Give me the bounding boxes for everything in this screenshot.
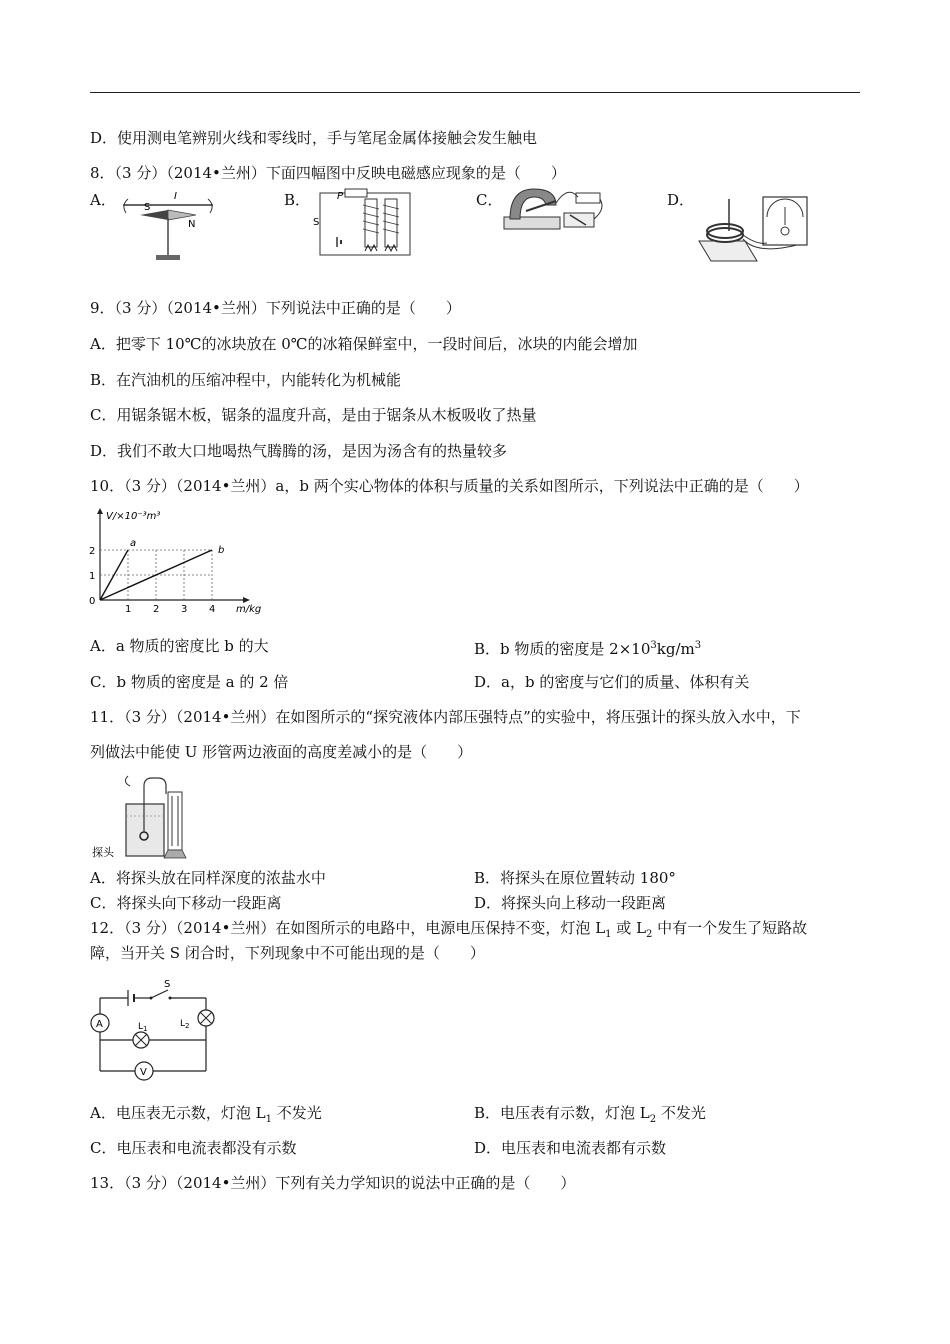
current-label: I bbox=[174, 191, 177, 202]
x-axis-arrow bbox=[243, 597, 250, 603]
y-tick-2: 2 bbox=[89, 546, 96, 557]
x-tick-4: 4 bbox=[209, 604, 216, 615]
q9-stem: 9．（3 分）（2014•兰州）下列说法中正确的是（ ） bbox=[90, 299, 461, 317]
q10-option-b: B．b 物质的密度是 $2\times 10^3kg/m^3$ bbox=[474, 640, 702, 658]
slider-label: P bbox=[337, 191, 344, 202]
ammeter-label: A bbox=[96, 1019, 103, 1030]
q13-stem: 13．（3 分）（2014•兰州）下列有关力学知识的说法中正确的是（ ） bbox=[90, 1174, 576, 1192]
q8-figure-d-galvanometer bbox=[697, 185, 817, 267]
q7-option-d: D．使用测电笔辨别火线和零线时，手与笔尾金属体接触会发生触电 bbox=[90, 129, 538, 147]
q10-stem: 10．（3 分）（2014•兰州）a，b 两个实心物体的体积与质量的关系如图所示，下列说法中正确的是（ ） bbox=[90, 477, 809, 495]
q11-pressure-gauge-figure bbox=[92, 772, 202, 864]
q12-stem-line1: 12．（3 分）（2014•兰州）在如图所示的电路中，电源电压保持不变，灯泡 $L_1$ 或 $L_2$ 中有一个发生了短路故 bbox=[90, 919, 808, 940]
q12-option-d: D．电压表和电流表都有示数 bbox=[474, 1139, 667, 1157]
line-b-label: b bbox=[218, 545, 225, 556]
south-pole-label: S bbox=[144, 202, 151, 213]
y-axis-arrow bbox=[97, 508, 103, 514]
q9-option-b: B．在汽油机的压缩冲程中，内能转化为机械能 bbox=[90, 371, 402, 389]
q11-option-d: D．将探头向上移动一段距离 bbox=[474, 894, 667, 912]
q11-stem-line1: 11．（3 分）（2014•兰州）在如图所示的“探究液体内部压强特点”的实验中，将压强计的探头放入水中，下 bbox=[90, 708, 801, 726]
voltmeter-label: V bbox=[140, 1067, 147, 1078]
q8-label-c: C． bbox=[476, 191, 503, 209]
north-pole-label: N bbox=[188, 219, 196, 230]
q11-option-b: B．将探头在原位置转动 180° bbox=[474, 869, 676, 887]
q8-label-a: A． bbox=[90, 191, 116, 209]
line-a-label: a bbox=[130, 538, 137, 549]
x-tick-1: 1 bbox=[125, 604, 132, 615]
q10-option-a: A．a 物质的密度比 b 的大 bbox=[90, 637, 269, 655]
switch-s-label: S bbox=[164, 979, 171, 990]
header-rule bbox=[90, 92, 860, 93]
switch-label: S bbox=[313, 217, 320, 228]
q8-label-b: B． bbox=[284, 191, 311, 209]
q10-option-d: D．a，b 的密度与它们的质量、体积有关 bbox=[474, 673, 750, 691]
q8-figure-a-compass bbox=[118, 185, 218, 265]
lamp-l1-label: $L_1$ bbox=[138, 1022, 148, 1033]
origin-label: 0 bbox=[89, 596, 96, 607]
q11-option-a: A．将探头放在同样深度的浓盐水中 bbox=[90, 869, 326, 887]
q11-option-c: C．将探头向下移动一段距离 bbox=[90, 894, 282, 912]
q9-option-d: D．我们不敢大口地喝热气腾腾的汤，是因为汤含有的热量较多 bbox=[90, 442, 508, 460]
y-axis-label: V/×10⁻³m³ bbox=[106, 511, 161, 522]
q12-stem-line2: 障，当开关 S 闭合时，下列现象中不可能出现的是（ ） bbox=[90, 944, 485, 962]
q11-stem-line2: 列做法中能使 U 形管两边液面的高度差减小的是（ ） bbox=[90, 743, 473, 761]
y-tick-1: 1 bbox=[89, 571, 96, 582]
q9-option-a: A．把零下 10℃的冰块放在 0℃的冰箱保鲜室中，一段时间后，冰块的内能会增加 bbox=[90, 335, 638, 353]
x-tick-3: 3 bbox=[181, 604, 188, 615]
lamp-l2-label: $L_2$ bbox=[180, 1019, 190, 1030]
q8-figure-c-motor bbox=[498, 185, 608, 240]
q8-label-d: D． bbox=[667, 191, 695, 209]
q8-figure-b-electromagnet bbox=[305, 185, 415, 265]
q12-circuit-diagram bbox=[88, 976, 228, 1076]
probe-label: 探头 bbox=[92, 846, 114, 859]
q9-option-c: C．用锯条锯木板，锯条的温度升高，是由于锯条从木板吸收了热量 bbox=[90, 406, 537, 424]
q12-option-b: B．电压表有示数，灯泡 $L_2$ 不发光 bbox=[474, 1104, 706, 1125]
q8-stem: 8．（3 分）（2014•兰州）下面四幅图中反映电磁感应现象的是（ ） bbox=[90, 164, 566, 182]
q10-option-c: C．b 物质的密度是 a 的 2 倍 bbox=[90, 673, 289, 691]
q12-option-c: C．电压表和电流表都没有示数 bbox=[90, 1139, 297, 1157]
q10-volume-mass-chart bbox=[88, 508, 278, 618]
x-axis-label: m/kg bbox=[236, 604, 262, 615]
x-tick-2: 2 bbox=[153, 604, 160, 615]
q12-option-a: A．电压表无示数，灯泡 $L_1$ 不发光 bbox=[90, 1104, 322, 1125]
